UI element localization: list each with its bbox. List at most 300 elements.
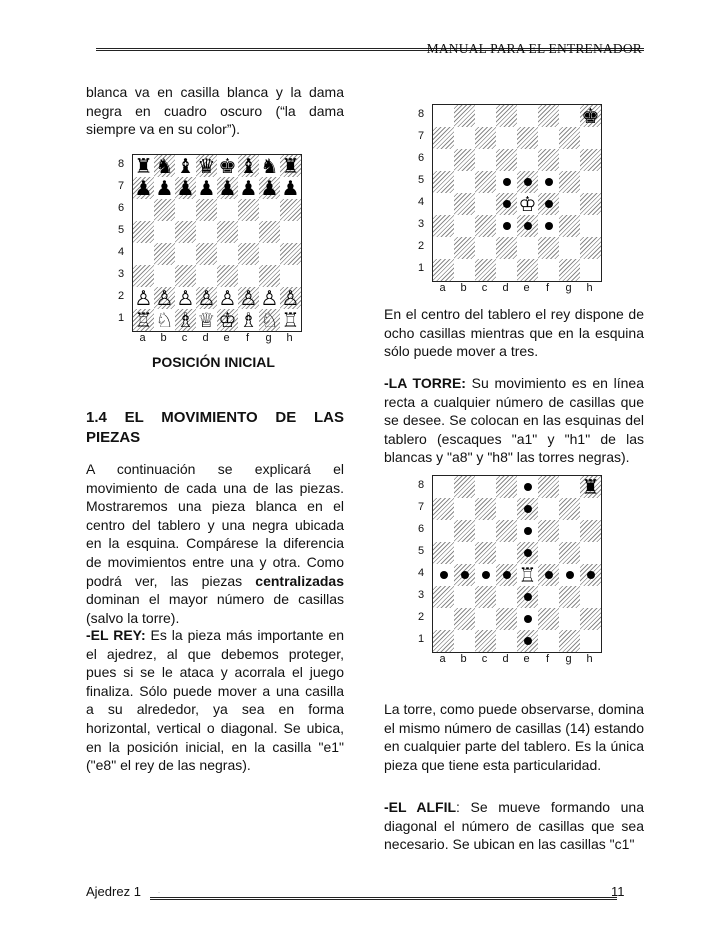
rank-label: 7 [417, 130, 425, 142]
square-d7 [496, 127, 517, 149]
square-e3 [217, 265, 238, 287]
square-h7 [580, 498, 601, 520]
move-dot-icon [524, 505, 532, 513]
square-g5 [559, 542, 580, 564]
square-a2 [133, 287, 154, 309]
square-b6 [454, 149, 475, 171]
intro-paragraph: blanca va en casilla blanca y la dama negra en cuadro oscuro (“la dama siempre va en su color”). [86, 84, 344, 138]
move-dot-icon [524, 593, 532, 601]
square-g6 [559, 520, 580, 542]
square-a2 [433, 237, 454, 259]
square-a4 [433, 193, 454, 215]
square-d5 [496, 171, 517, 193]
square-a4 [433, 564, 454, 586]
rank-label: 4 [417, 196, 425, 208]
square-f7 [538, 127, 559, 149]
square-f2 [538, 608, 559, 630]
move-dot-icon [524, 178, 532, 186]
square-f5 [538, 171, 559, 193]
square-f5 [238, 221, 259, 243]
black-queen-icon: ♛ [197, 155, 216, 177]
square-a5 [433, 542, 454, 564]
square-g2 [259, 287, 280, 309]
square-c4 [475, 564, 496, 586]
black-king-icon: ♚ [581, 105, 600, 127]
movement-intro-text: A continuación se explicará el movimiento de cada una de las piezas. Mostraremos una pieza blanca en el centro del tablero y una negra ubicada en la esquina. Compárese la diferencia de movimientos entre una y otra. Como podrá ver, las piezas [86, 461, 344, 589]
rank-label: 5 [117, 224, 125, 236]
square-c2 [475, 608, 496, 630]
king-heading: -EL REY: [86, 627, 146, 643]
rank-label: 7 [117, 180, 125, 192]
square-d4 [496, 193, 517, 215]
file-label: e [523, 653, 530, 665]
square-a6 [433, 149, 454, 171]
black-pawn-icon: ♟ [239, 177, 258, 199]
king-paragraph [86, 626, 344, 775]
black-rook-icon: ♜ [134, 155, 153, 177]
square-a6 [433, 520, 454, 542]
square-d4 [496, 564, 517, 586]
square-g3 [559, 215, 580, 237]
white-pawn-icon: ♙ [155, 287, 174, 309]
file-label: e [223, 332, 230, 344]
black-knight-icon: ♞ [260, 155, 279, 177]
rank-label: 2 [417, 611, 425, 623]
square-h4 [280, 243, 301, 265]
square-b7 [154, 177, 175, 199]
square-e3 [517, 586, 538, 608]
move-dot-icon [524, 527, 532, 535]
square-g6 [559, 149, 580, 171]
king-movement-board [432, 104, 602, 282]
square-h4 [580, 193, 601, 215]
square-b3 [154, 265, 175, 287]
square-b5 [454, 542, 475, 564]
square-g2 [559, 237, 580, 259]
move-dot-icon [482, 571, 490, 579]
square-g4 [559, 564, 580, 586]
square-e4 [517, 564, 538, 586]
square-d3 [496, 586, 517, 608]
file-label: b [160, 332, 167, 344]
square-f3 [538, 215, 559, 237]
black-king-icon: ♚ [218, 155, 237, 177]
file-label: a [439, 282, 446, 294]
square-e2 [217, 287, 238, 309]
square-c5 [175, 221, 196, 243]
square-a1 [433, 259, 454, 281]
rank-label: 6 [417, 152, 425, 164]
rank-label: 1 [417, 633, 425, 645]
square-e4 [217, 243, 238, 265]
square-c3 [475, 215, 496, 237]
file-label: d [502, 282, 509, 294]
square-f3 [238, 265, 259, 287]
square-g5 [259, 221, 280, 243]
rank-label: 6 [117, 202, 125, 214]
move-dot-icon [566, 571, 574, 579]
rank-label: 3 [117, 268, 125, 280]
square-g1 [559, 259, 580, 281]
square-c8 [475, 476, 496, 498]
rank-label: 5 [417, 174, 425, 186]
square-a7 [433, 127, 454, 149]
square-c3 [175, 265, 196, 287]
square-g1 [259, 309, 280, 331]
square-b8 [454, 476, 475, 498]
square-d8 [196, 155, 217, 177]
footer-mark: · [158, 890, 160, 896]
square-f6 [238, 199, 259, 221]
square-e6 [517, 149, 538, 171]
square-b7 [454, 498, 475, 520]
square-c7 [175, 177, 196, 199]
square-e3 [517, 215, 538, 237]
square-f5 [538, 542, 559, 564]
move-dot-icon [503, 178, 511, 186]
white-bishop-icon: ♗ [239, 309, 258, 331]
file-label: h [586, 653, 593, 665]
square-e8 [517, 105, 538, 127]
footer-rule [150, 897, 617, 900]
move-dot-icon [524, 637, 532, 645]
move-dot-icon [503, 200, 511, 208]
bishop-text: : Se mueve formando una diagonal el número de casillas que sea necesario. Se ubican en las casillas "c1" [384, 799, 644, 853]
rank-label: 5 [417, 545, 425, 557]
square-h8 [580, 105, 601, 127]
square-a6 [133, 199, 154, 221]
white-king-icon: ♔ [218, 309, 237, 331]
square-b2 [454, 237, 475, 259]
square-b5 [154, 221, 175, 243]
white-pawn-icon: ♙ [260, 287, 279, 309]
black-pawn-icon: ♟ [155, 177, 174, 199]
square-g8 [559, 105, 580, 127]
square-a3 [133, 265, 154, 287]
square-e6 [517, 520, 538, 542]
square-b5 [454, 171, 475, 193]
rank-label: 7 [417, 501, 425, 513]
square-c8 [475, 105, 496, 127]
square-f4 [238, 243, 259, 265]
square-b2 [154, 287, 175, 309]
square-e8 [517, 476, 538, 498]
square-c6 [475, 520, 496, 542]
square-c7 [475, 127, 496, 149]
square-e1 [517, 630, 538, 652]
black-pawn-icon: ♟ [218, 177, 237, 199]
square-d3 [496, 215, 517, 237]
rank-label: 8 [117, 158, 125, 170]
square-d5 [496, 542, 517, 564]
square-f8 [538, 476, 559, 498]
rank-label: 4 [417, 567, 425, 579]
square-d2 [196, 287, 217, 309]
square-d1 [196, 309, 217, 331]
square-b4 [454, 193, 475, 215]
square-e7 [217, 177, 238, 199]
square-g7 [559, 498, 580, 520]
square-d5 [196, 221, 217, 243]
square-g6 [259, 199, 280, 221]
move-dot-icon [545, 178, 553, 186]
file-label: c [481, 282, 488, 294]
rank-label: 6 [417, 523, 425, 535]
square-b8 [154, 155, 175, 177]
square-b6 [154, 199, 175, 221]
square-f1 [538, 630, 559, 652]
square-h4 [580, 564, 601, 586]
white-king-icon: ♔ [518, 193, 537, 215]
square-e6 [217, 199, 238, 221]
black-pawn-icon: ♟ [281, 177, 300, 199]
white-pawn-icon: ♙ [176, 287, 195, 309]
square-a8 [133, 155, 154, 177]
square-a2 [433, 608, 454, 630]
square-h2 [280, 287, 301, 309]
black-pawn-icon: ♟ [197, 177, 216, 199]
square-b8 [454, 105, 475, 127]
black-pawn-icon: ♟ [176, 177, 195, 199]
square-d3 [196, 265, 217, 287]
square-d2 [496, 608, 517, 630]
square-h3 [580, 215, 601, 237]
header-title: MANUAL PARA EL ENTRENADOR [426, 41, 642, 56]
square-d4 [196, 243, 217, 265]
square-a4 [133, 243, 154, 265]
move-dot-icon [545, 571, 553, 579]
move-dot-icon [461, 571, 469, 579]
black-pawn-icon: ♟ [260, 177, 279, 199]
square-f6 [538, 149, 559, 171]
square-h2 [580, 237, 601, 259]
move-dot-icon [503, 222, 511, 230]
square-d8 [496, 476, 517, 498]
white-rook-icon: ♖ [518, 564, 537, 586]
square-a5 [433, 171, 454, 193]
white-knight-icon: ♘ [155, 309, 174, 331]
square-b1 [154, 309, 175, 331]
square-e7 [517, 498, 538, 520]
square-g7 [259, 177, 280, 199]
black-pawn-icon: ♟ [134, 177, 153, 199]
white-bishop-icon: ♗ [176, 309, 195, 331]
white-pawn-icon: ♙ [281, 287, 300, 309]
move-dot-icon [524, 615, 532, 623]
square-c5 [475, 542, 496, 564]
square-a1 [433, 630, 454, 652]
move-dot-icon [545, 222, 553, 230]
move-dot-icon [440, 571, 448, 579]
square-b7 [454, 127, 475, 149]
file-label: e [523, 282, 530, 294]
rank-label: 3 [417, 589, 425, 601]
rank-label: 1 [417, 262, 425, 274]
square-h2 [580, 608, 601, 630]
move-dot-icon [524, 549, 532, 557]
square-g1 [559, 630, 580, 652]
rank-label: 2 [417, 240, 425, 252]
square-f1 [538, 259, 559, 281]
square-d8 [496, 105, 517, 127]
square-e2 [517, 237, 538, 259]
white-rook-icon: ♖ [281, 309, 300, 331]
white-knight-icon: ♘ [260, 309, 279, 331]
file-label: h [286, 332, 293, 344]
square-g2 [559, 608, 580, 630]
square-c6 [475, 149, 496, 171]
king-center-paragraph: En el centro del tablero el rey dispone de ocho casillas mientras que en la esquina sólo puede mover a tres. [384, 306, 644, 360]
square-c5 [475, 171, 496, 193]
square-g4 [559, 193, 580, 215]
square-a8 [433, 476, 454, 498]
rank-label: 8 [417, 108, 425, 120]
rank-label: 3 [417, 218, 425, 230]
square-c2 [475, 237, 496, 259]
square-h5 [580, 542, 601, 564]
square-h7 [280, 177, 301, 199]
square-f1 [238, 309, 259, 331]
square-e1 [517, 259, 538, 281]
square-c8 [175, 155, 196, 177]
square-h3 [280, 265, 301, 287]
square-b1 [454, 630, 475, 652]
square-b2 [454, 608, 475, 630]
square-a1 [133, 309, 154, 331]
rook-heading: -LA TORRE: [384, 375, 466, 391]
square-a8 [433, 105, 454, 127]
move-dot-icon [587, 571, 595, 579]
bishop-heading: -EL ALFIL [384, 799, 457, 815]
square-c2 [175, 287, 196, 309]
square-f7 [238, 177, 259, 199]
square-g7 [559, 127, 580, 149]
move-dot-icon [524, 222, 532, 230]
white-pawn-icon: ♙ [134, 287, 153, 309]
square-a7 [133, 177, 154, 199]
rank-label: 2 [117, 290, 125, 302]
movement-intro-paragraph [86, 460, 344, 627]
square-e8 [217, 155, 238, 177]
square-g8 [559, 476, 580, 498]
square-h6 [580, 149, 601, 171]
file-label: a [439, 653, 446, 665]
square-e4 [517, 193, 538, 215]
square-e2 [517, 608, 538, 630]
bishop-paragraph [384, 798, 644, 854]
move-dot-icon [524, 483, 532, 491]
square-h8 [280, 155, 301, 177]
square-c4 [175, 243, 196, 265]
section-title: 1.4 EL MOVIMIENTO DE LAS PIEZAS [86, 409, 344, 446]
white-queen-icon: ♕ [197, 309, 216, 331]
square-e5 [517, 542, 538, 564]
square-d2 [496, 237, 517, 259]
square-d7 [196, 177, 217, 199]
centralizadas-term: centralizadas [255, 572, 344, 589]
square-h5 [280, 221, 301, 243]
file-label: g [565, 282, 572, 294]
initial-position-board [132, 154, 302, 332]
square-g3 [559, 586, 580, 608]
square-h5 [580, 171, 601, 193]
move-dot-icon [545, 200, 553, 208]
square-g5 [559, 171, 580, 193]
square-c1 [475, 259, 496, 281]
file-label: c [481, 653, 488, 665]
square-e5 [217, 221, 238, 243]
square-e5 [517, 171, 538, 193]
file-label: b [460, 653, 467, 665]
file-label: g [565, 653, 572, 665]
square-d1 [496, 630, 517, 652]
king-text: Es la pieza más importante en el ajedrez, al que debemos proteger, pues si se le ataca y acorrala el juego finaliza. Sólo puede mover a una casilla a su alrededor, ya sea en forma horizontal, vertical o diagonal. Se ubica, en la posición inicial, en la casilla "e1" ("e8" el rey de las negras). [86, 627, 344, 774]
file-label: f [545, 282, 550, 294]
file-label: f [545, 653, 550, 665]
rook-text: Su movimiento es en línea recta a cualquier número de casillas que se desee. Se colocan en las esquinas del tablero (escaques "a1" y "h1" de las blancas y "a8" y "h8" las torres negras). [384, 375, 645, 466]
square-c7 [475, 498, 496, 520]
black-bishop-icon: ♝ [176, 155, 195, 177]
square-c1 [475, 630, 496, 652]
square-f7 [538, 498, 559, 520]
square-a3 [433, 586, 454, 608]
square-c3 [475, 586, 496, 608]
square-g3 [259, 265, 280, 287]
square-b1 [454, 259, 475, 281]
file-label: a [139, 332, 146, 344]
square-f2 [538, 237, 559, 259]
footer-label: Ajedrez 1 [86, 884, 141, 899]
square-h7 [580, 127, 601, 149]
rank-label: 4 [117, 246, 125, 258]
file-label: c [181, 332, 188, 344]
square-d6 [496, 149, 517, 171]
square-b3 [454, 586, 475, 608]
square-f8 [238, 155, 259, 177]
square-f4 [538, 564, 559, 586]
square-h3 [580, 586, 601, 608]
square-a7 [433, 498, 454, 520]
black-knight-icon: ♞ [155, 155, 174, 177]
square-c1 [175, 309, 196, 331]
black-rook-icon: ♜ [281, 155, 300, 177]
white-pawn-icon: ♙ [239, 287, 258, 309]
square-a5 [133, 221, 154, 243]
square-d1 [496, 259, 517, 281]
file-label: d [202, 332, 209, 344]
square-b6 [454, 520, 475, 542]
black-rook-icon: ♜ [581, 476, 600, 498]
square-c6 [175, 199, 196, 221]
rook-paragraph [384, 374, 644, 467]
rank-label: 1 [117, 312, 125, 324]
square-e7 [517, 127, 538, 149]
square-d6 [196, 199, 217, 221]
white-pawn-icon: ♙ [218, 287, 237, 309]
black-bishop-icon: ♝ [239, 155, 258, 177]
white-pawn-icon: ♙ [197, 287, 216, 309]
square-c4 [475, 193, 496, 215]
square-f4 [538, 193, 559, 215]
square-d7 [496, 498, 517, 520]
file-label: d [502, 653, 509, 665]
file-label: h [586, 282, 593, 294]
square-b4 [454, 564, 475, 586]
square-h1 [280, 309, 301, 331]
file-label: b [460, 282, 467, 294]
move-dot-icon [503, 571, 511, 579]
rook-summary-paragraph: La torre, como puede observarse, domina el mismo número de casillas (14) estando en cualquier parte del tablero. Es la única pieza que tiene esta particularidad. [384, 701, 644, 773]
